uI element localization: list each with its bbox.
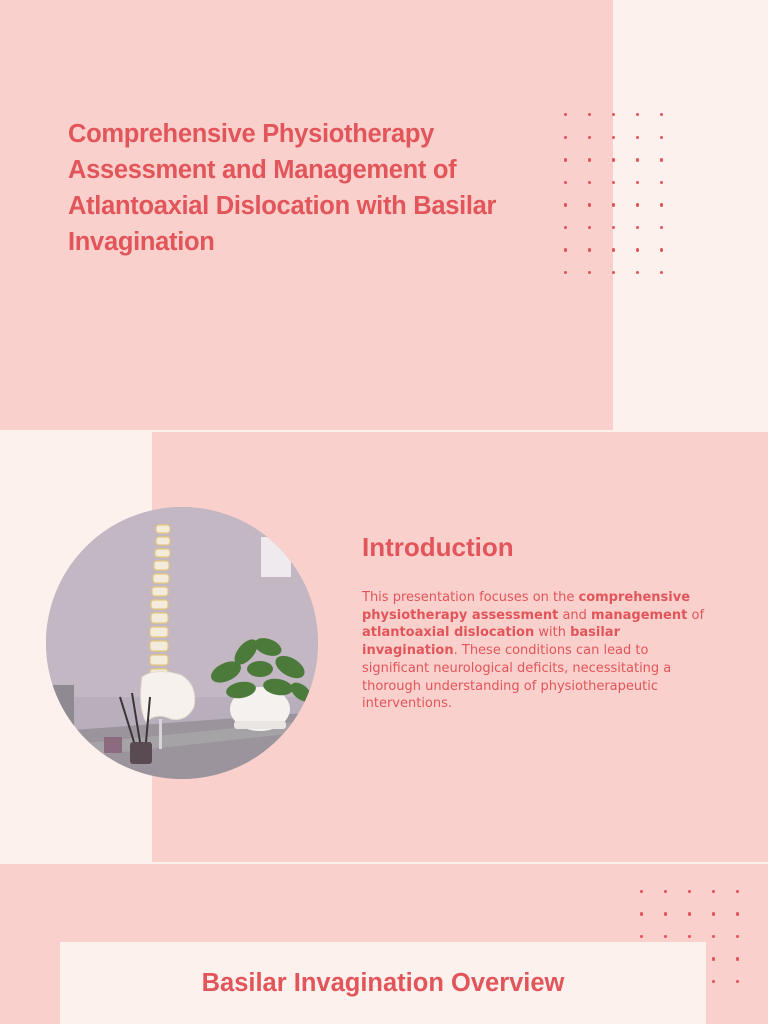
dot (564, 158, 567, 161)
dot (640, 912, 643, 915)
dot (588, 248, 591, 251)
dot (712, 935, 715, 938)
dot (564, 203, 567, 206)
dot (588, 203, 591, 206)
dot (636, 181, 639, 184)
dot (636, 248, 639, 251)
dot (736, 980, 739, 983)
dot (664, 890, 667, 893)
dot (688, 935, 691, 938)
dot (612, 181, 615, 184)
dot (660, 226, 663, 229)
dot (564, 136, 567, 139)
dot (712, 890, 715, 893)
spine-model-photo (46, 507, 318, 779)
dot (736, 935, 739, 938)
dot (588, 158, 591, 161)
dot (636, 113, 639, 116)
introduction-text: This presentation focuses on the comprehensive physiotherapy assessment and management of atlantoaxial dislocation with basilar invagination. These conditions can lead to significant neurological deficits, necessitating a thorough understanding of physiotherapeutic interventions. (362, 590, 705, 712)
dot (736, 890, 739, 893)
page-title: Comprehensive Physiotherapy Assessment and Management of Atlantoaxial Dislocation with Basilar Invagination (68, 120, 497, 256)
dot (660, 271, 663, 274)
dot (688, 890, 691, 893)
dot (636, 136, 639, 139)
dot (588, 113, 591, 116)
dot (564, 248, 567, 251)
dot (636, 158, 639, 161)
dot (660, 248, 663, 251)
dot (564, 226, 567, 229)
overview-heading: Basilar Invagination Overview (201, 969, 565, 997)
dot (564, 113, 567, 116)
dot (636, 203, 639, 206)
dot (736, 912, 739, 915)
dot (588, 136, 591, 139)
dot (640, 890, 643, 893)
dot (612, 248, 615, 251)
dot (612, 226, 615, 229)
dot (588, 271, 591, 274)
slide-introduction (0, 432, 768, 862)
dot (736, 957, 739, 960)
dot (712, 957, 715, 960)
overview-card (60, 942, 706, 1024)
dot (664, 912, 667, 915)
dot (660, 136, 663, 139)
dot (612, 113, 615, 116)
dot (640, 935, 643, 938)
dot (712, 912, 715, 915)
introduction-heading: Introduction (362, 532, 514, 562)
dot (660, 158, 663, 161)
dot (612, 136, 615, 139)
dot (712, 980, 715, 983)
dot (636, 271, 639, 274)
dot (660, 203, 663, 206)
dot (664, 935, 667, 938)
dot (588, 181, 591, 184)
dot (688, 912, 691, 915)
dot-grid-decoration (564, 113, 663, 274)
dot (612, 158, 615, 161)
dot (612, 203, 615, 206)
dot (564, 181, 567, 184)
dot (660, 113, 663, 116)
dot (612, 271, 615, 274)
dot (588, 226, 591, 229)
slide-overview (0, 864, 768, 1024)
slide-title (0, 0, 768, 430)
dot (564, 271, 567, 274)
dot (660, 181, 663, 184)
dot (636, 226, 639, 229)
